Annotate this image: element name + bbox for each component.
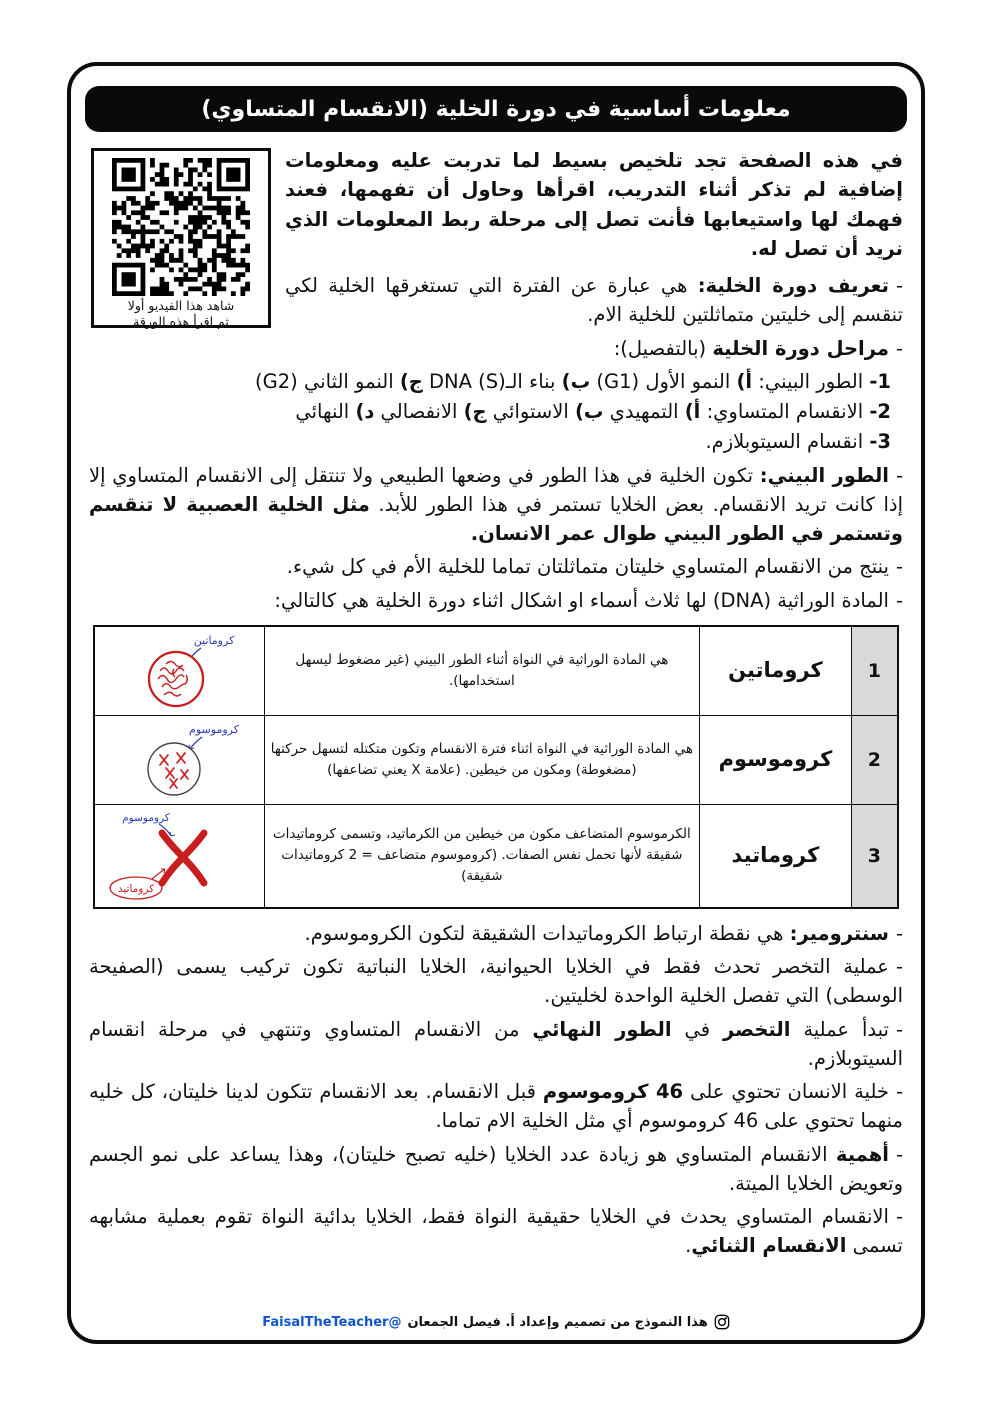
chromosome-label: كروموسوم [189, 722, 240, 736]
page-title: معلومات أساسية في دورة الخلية (الانقسام المتساوي) [201, 96, 791, 122]
bullet-interphase [89, 461, 903, 549]
chromatid-illustration [94, 804, 264, 908]
chromatin-label: كروماتين [194, 633, 235, 647]
bullet-chromosome-count [89, 1077, 903, 1136]
row-description: هي المادة الوراثية في النواة اثناء فترة الانقسام وتكون متكتله لتسهل حركتها (مضغوطة) ومكون من خيطين. (علامة X يعني تضاعفها) [264, 715, 699, 804]
bullet-dna-forms [89, 586, 903, 615]
credit-text: هذا النموذج من تصميم وإعداد أ. فيصل الجمعان [407, 1314, 708, 1330]
chromosome-drawing [104, 720, 254, 800]
stage-cytokinesis-line: 3- انقسام السيتوبلازم. [705, 430, 891, 454]
bullet-marker: - [895, 1142, 903, 1166]
bullet-identical-cells-text: ينتج من الانقسام المتساوي خليتان متماثلتان تماما للخلية الأم في كل شيء. [286, 555, 889, 579]
bullet-constriction [89, 952, 903, 1011]
bullet-marker: - [895, 588, 903, 612]
row-number: 3 [851, 804, 898, 908]
chromatid-label-top: كروموسوم [122, 811, 171, 824]
table-row-chromatid [94, 804, 898, 908]
qr-caption [94, 298, 268, 329]
bullet-stages-text: مراحل دورة الخلية (بالتفصيل): [613, 336, 889, 360]
chromatin-drawing [104, 631, 254, 711]
page-content [71, 146, 921, 1261]
bullet-constriction-timing [89, 1015, 903, 1074]
worksheet-page-frame [67, 62, 925, 1344]
row-name: كروماتين [700, 626, 852, 716]
bullet-definition-text: تعريف دورة الخلية: هي عبارة عن الفترة التي تستغرقها الخلية لكي تنقسم إلى خليتين متماثلتين للخلية الام. [285, 274, 903, 327]
chromatin-illustration [94, 626, 264, 716]
bullet-centromere-text: سنترومير: هي نقطة ارتباط الكروماتيدات الشقيقة لتكون الكروموسوم. [304, 921, 889, 945]
table-row-chromatin [94, 626, 898, 716]
chromatid-drawing [104, 809, 254, 903]
bullet-constriction-text: عملية التخصر تحدث فقط في الخلايا الحيوانية، الخلايا النباتية تكون تركيب يسمى (الصفيحة الوسطى) التي تفصل الخلية الواحدة لخليتين. [89, 955, 903, 1008]
row-description: هي المادة الوراثية في النواة أثناء الطور البيني (غير مضغوط ليسهل استخدامها). [264, 626, 699, 716]
stage-interphase-line: 1- الطور البيني: أ) النمو الأول (G1) ب) بناء الـDNA (S) ج) النمو الثاني (G2) [255, 369, 891, 393]
qr-box [91, 148, 271, 328]
bullet-marker: - [895, 921, 903, 945]
bullet-identical-cells [89, 552, 903, 581]
bullet-importance-text: أهمية الانقسام المتساوي هو زيادة عدد الخلايا (خليه تصبح خليتان)، وهذا يساعد على نمو الجسم وتعويض الخلايا الميتة. [89, 1142, 903, 1195]
bullet-marker: - [895, 463, 903, 487]
row-number: 2 [851, 715, 898, 804]
chromosome-illustration [94, 715, 264, 804]
intro-paragraph: في هذه الصفحة تجد تلخيص بسيط لما تدربت عليه ومعلومات إضافية لم تذكر أثناء التدريب، اقرأها وحاول أن تفهمها، فعند فهمك لها واستيعابها فأنت تصل إلى مرحلة ربط المعلومات الذي نريد أن تصل له. [285, 149, 903, 260]
bullet-constriction-timing-text: تبدأ عملية التخصر في الطور النهائي من الانقسام المتساوي وتنتهي في مرحلة انقسام السيتوبلازم. [89, 1017, 903, 1070]
bullet-marker: - [895, 1080, 903, 1103]
bullet-marker: - [895, 1017, 903, 1041]
row-description: الكرموسوم المتضاعف مكون من خيطين من الكرماتيد، وتسمى كروماتيدات شقيقة لأنها تحمل نفس الصفات. (كروموسوم متضاعف = 2 كروماتيدات شقيقة) [264, 804, 699, 908]
page-title-bar [85, 86, 907, 132]
table-row-chromosome [94, 715, 898, 804]
instagram-handle[interactable]: @FaisalTheTeacher [262, 1314, 402, 1330]
qr-code [112, 158, 250, 296]
bullet-importance [89, 1140, 903, 1199]
bullet-marker: - [895, 555, 903, 579]
row-name: كروموسوم [700, 715, 852, 804]
instagram-icon [714, 1314, 730, 1330]
bullet-interphase-text: الطور البيني: تكون الخلية في هذا الطور في وضعها الطبيعي ولا تنتقل إلى الانقسام المتساوي إلا إذا كانت تريد الانقسام. بعض الخلايا تستمر في هذا الطور للأبد. مثل الخلية العصبية لا تنقسم وتستمر في الطور البيني طوال عمر الانسان. [89, 463, 904, 545]
row-number: 1 [851, 626, 898, 716]
bullet-eukaryotes-text: الانقسام المتساوي يحدث في الخلايا حقيقية النواة فقط، الخلايا بدائية النواة تقوم بعملية مشابهه تسمى الانقسام الثنائي. [89, 1205, 903, 1258]
bullet-dna-forms-text: المادة الوراثية (DNA) لها ثلاث أسماء او اشكال اثناء دورة الخلية هي كالتالي: [274, 588, 889, 612]
qr-caption-line1: شاهد هذا الفيديو أولا [127, 298, 235, 313]
qr-caption-line2: ثم اقرأ هذه الورقة [133, 313, 229, 329]
bullet-marker: - [895, 955, 903, 978]
bullet-marker: - [895, 1205, 903, 1228]
bullet-marker: - [895, 336, 903, 360]
bullet-stages [89, 334, 903, 363]
bullet-centromere [89, 919, 903, 948]
bullet-eukaryotes [89, 1202, 903, 1261]
dna-forms-table [93, 625, 899, 909]
chromatid-label-bottom: كروماتيد [118, 882, 155, 895]
footer-credit [71, 1314, 921, 1330]
stage-mitosis-line: 2- الانقسام المتساوي: أ) التمهيدي ب) الاستوائي ج) الانفصالي د) النهائي [295, 400, 891, 423]
bullet-chromosome-count-text: خلية الانسان تحتوي على 46 كروموسوم قبل الانقسام. بعد الانقسام تتكون لدينا خليتان، كل خليه منهما تحتوي على 46 كروموسوم أي مثل الخلية الام تماما. [89, 1080, 903, 1133]
row-name: كروماتيد [700, 804, 852, 908]
bullet-marker: - [895, 274, 903, 297]
